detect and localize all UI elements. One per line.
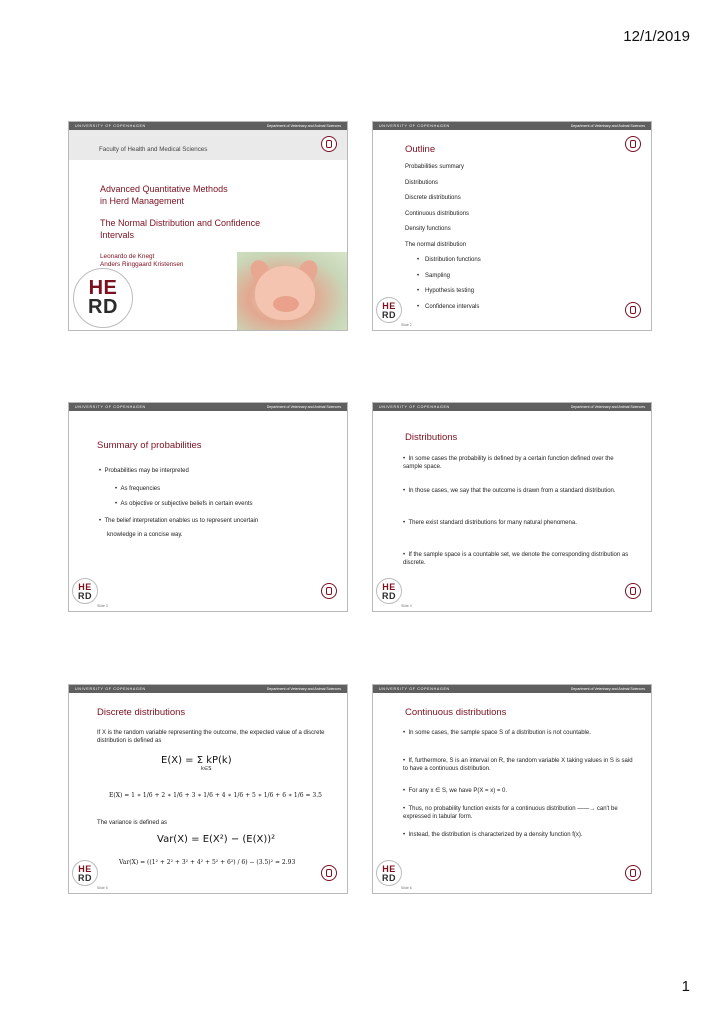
herd-logo: HE RD [73, 268, 133, 328]
bullet-text: • Instead, the distribution is characterized by a density function f(x). [403, 832, 583, 838]
university-seal-icon [625, 136, 641, 152]
university-bar [69, 403, 347, 411]
bullet-text: • For any x ∈ S, we have P(X = x) = 0. [403, 788, 508, 794]
department-name: Department of Veterinary and Animal Sciences [570, 405, 645, 409]
department-name: Department of Veterinary and Animal Sciences [266, 405, 341, 409]
faculty-name: Faculty of Health and Medical Sciences [99, 146, 208, 153]
course-title-line2: in Herd Management [100, 196, 185, 206]
variance-definition: Var(X) = E(X²) − (E(X))² [157, 834, 276, 845]
outline-item: Density functions [405, 226, 451, 232]
slide-title: Distributions [405, 432, 458, 443]
page-number: 1 [681, 978, 690, 995]
slide-title: Outline [405, 144, 436, 155]
faculty-band [69, 130, 347, 160]
herd-logo: HE RD [376, 578, 402, 604]
university-name: UNIVERSITY OF COPENHAGEN [75, 687, 146, 691]
sub-bullet-text: • As objective or subjective beliefs in certain events [115, 501, 253, 507]
intro-text: If X is the random variable representing the outcome, the expected value of a discrete distribution is defined as [97, 730, 325, 744]
bullet-text: • Probabilities may be interpreted [99, 468, 189, 474]
university-name: UNIVERSITY OF COPENHAGEN [75, 124, 146, 128]
slide-number: Slide 6 [401, 886, 412, 890]
department-name: Department of Veterinary and Animal Sciences [570, 687, 645, 691]
bullet-text: • In some cases, the sample space S of a distribution is not countable. [403, 730, 591, 736]
outline-subitem: • Sampling [425, 273, 481, 289]
bullet-text: • Thus, no probability function exists for a continuous distribution ——→ can't be expressed in tabular form. [403, 806, 618, 820]
sub-bullet-text: • As frequencies [115, 486, 161, 492]
university-seal-icon [321, 865, 337, 881]
university-bar [373, 122, 651, 130]
slide-2-thumbnail[interactable] [372, 121, 652, 331]
slide-1-thumbnail[interactable] [68, 121, 348, 331]
slide-number: Slide 3 [97, 604, 108, 608]
outline-subitem: • Distribution functions [425, 257, 481, 273]
university-seal-icon [321, 136, 337, 152]
department-name: Department of Veterinary and Animal Sciences [266, 124, 341, 128]
university-seal-icon [625, 583, 641, 599]
slide-number: Slide 5 [97, 886, 108, 890]
slide-number: Slide 2 [401, 323, 412, 327]
bullet-text: • If, furthermore, S is an interval on R, the random variable X taking values in S is said to have a continuous distribution. [403, 758, 633, 772]
variance-intro: The variance is defined as [97, 820, 168, 826]
lecture-topic-line1: The Normal Distribution and Confidence [100, 218, 261, 228]
outline-item: Probabilities summary [405, 164, 465, 170]
university-name: UNIVERSITY OF COPENHAGEN [379, 405, 450, 409]
author-2: Anders Ringgaard Kristensen [100, 261, 184, 268]
summation-subscript: k∈S [201, 766, 212, 772]
outline-item: Discrete distributions [405, 195, 461, 201]
bullet-text: • There exist standard distributions for many natural phenomena. [403, 520, 577, 526]
slide-title: Summary of probabilities [97, 440, 202, 451]
outline-list [405, 164, 481, 319]
university-seal-icon [625, 865, 641, 881]
lecture-topic-line2: Intervals [100, 230, 135, 240]
slide-5-thumbnail[interactable] [68, 684, 348, 894]
university-bar [373, 403, 651, 411]
bullet-text: • If the sample space is a countable set, we denote the corresponding distribution as discrete. [403, 552, 629, 566]
university-name: UNIVERSITY OF COPENHAGEN [379, 687, 450, 691]
university-bar [69, 122, 347, 130]
herd-logo: HE RD [376, 297, 402, 323]
variance-example: Var(X) = ((1² + 2² + 3² + 4² + 5² + 6²) / 6) − (3.5)² = 2.93 [119, 859, 296, 866]
university-bar [69, 685, 347, 693]
slide-3-thumbnail[interactable] [68, 402, 348, 612]
university-seal-icon [625, 302, 641, 318]
slide-4-thumbnail[interactable] [372, 402, 652, 612]
university-bar [373, 685, 651, 693]
herd-logo: HE RD [72, 578, 98, 604]
outline-item: The normal distribution [405, 241, 467, 248]
page-date: 12/1/2019 [623, 28, 690, 45]
bullet-text: • In some cases the probability is defined by a certain function defined over the sample space. [403, 456, 614, 470]
expected-value-example: E(X) = 1 ∗ 1/6 + 2 ∗ 1/6 + 3 ∗ 1/6 + 4 ∗ 1/6 + 5 ∗ 1/6 + 6 ∗ 1/6 = 3.5 [109, 792, 322, 799]
slide-number: Slide 4 [401, 604, 412, 608]
slide-title: Continuous distributions [405, 707, 507, 718]
outline-item: Continuous distributions [405, 210, 470, 217]
bullet-text-continued: knowledge in a concise way. [107, 532, 183, 538]
university-seal-icon [321, 583, 337, 599]
herd-logo: HE RD [72, 860, 98, 886]
slide-title: Discrete distributions [97, 707, 186, 718]
pig-photo [237, 252, 347, 330]
expected-value-definition: E(X) = Σ kP(k) k∈S [161, 755, 232, 772]
outline-subitem: • Confidence intervals [425, 304, 481, 320]
course-title-line1: Advanced Quantitative Methods [100, 184, 228, 194]
slide-6-thumbnail[interactable] [372, 684, 652, 894]
outline-subitem: • Hypothesis testing [425, 288, 481, 304]
outline-item: Distributions [405, 179, 439, 186]
department-name: Department of Veterinary and Animal Sciences [266, 687, 341, 691]
bullet-text: • The belief interpretation enables us to represent uncertain [99, 518, 259, 524]
university-name: UNIVERSITY OF COPENHAGEN [75, 405, 146, 409]
university-name: UNIVERSITY OF COPENHAGEN [379, 124, 450, 128]
herd-logo: HE RD [376, 860, 402, 886]
department-name: Department of Veterinary and Animal Sciences [570, 124, 645, 128]
author-1: Leonardo de Knegt [100, 253, 155, 260]
bullet-text: • In those cases, we say that the outcome is drawn from a standard distribution. [403, 488, 616, 494]
